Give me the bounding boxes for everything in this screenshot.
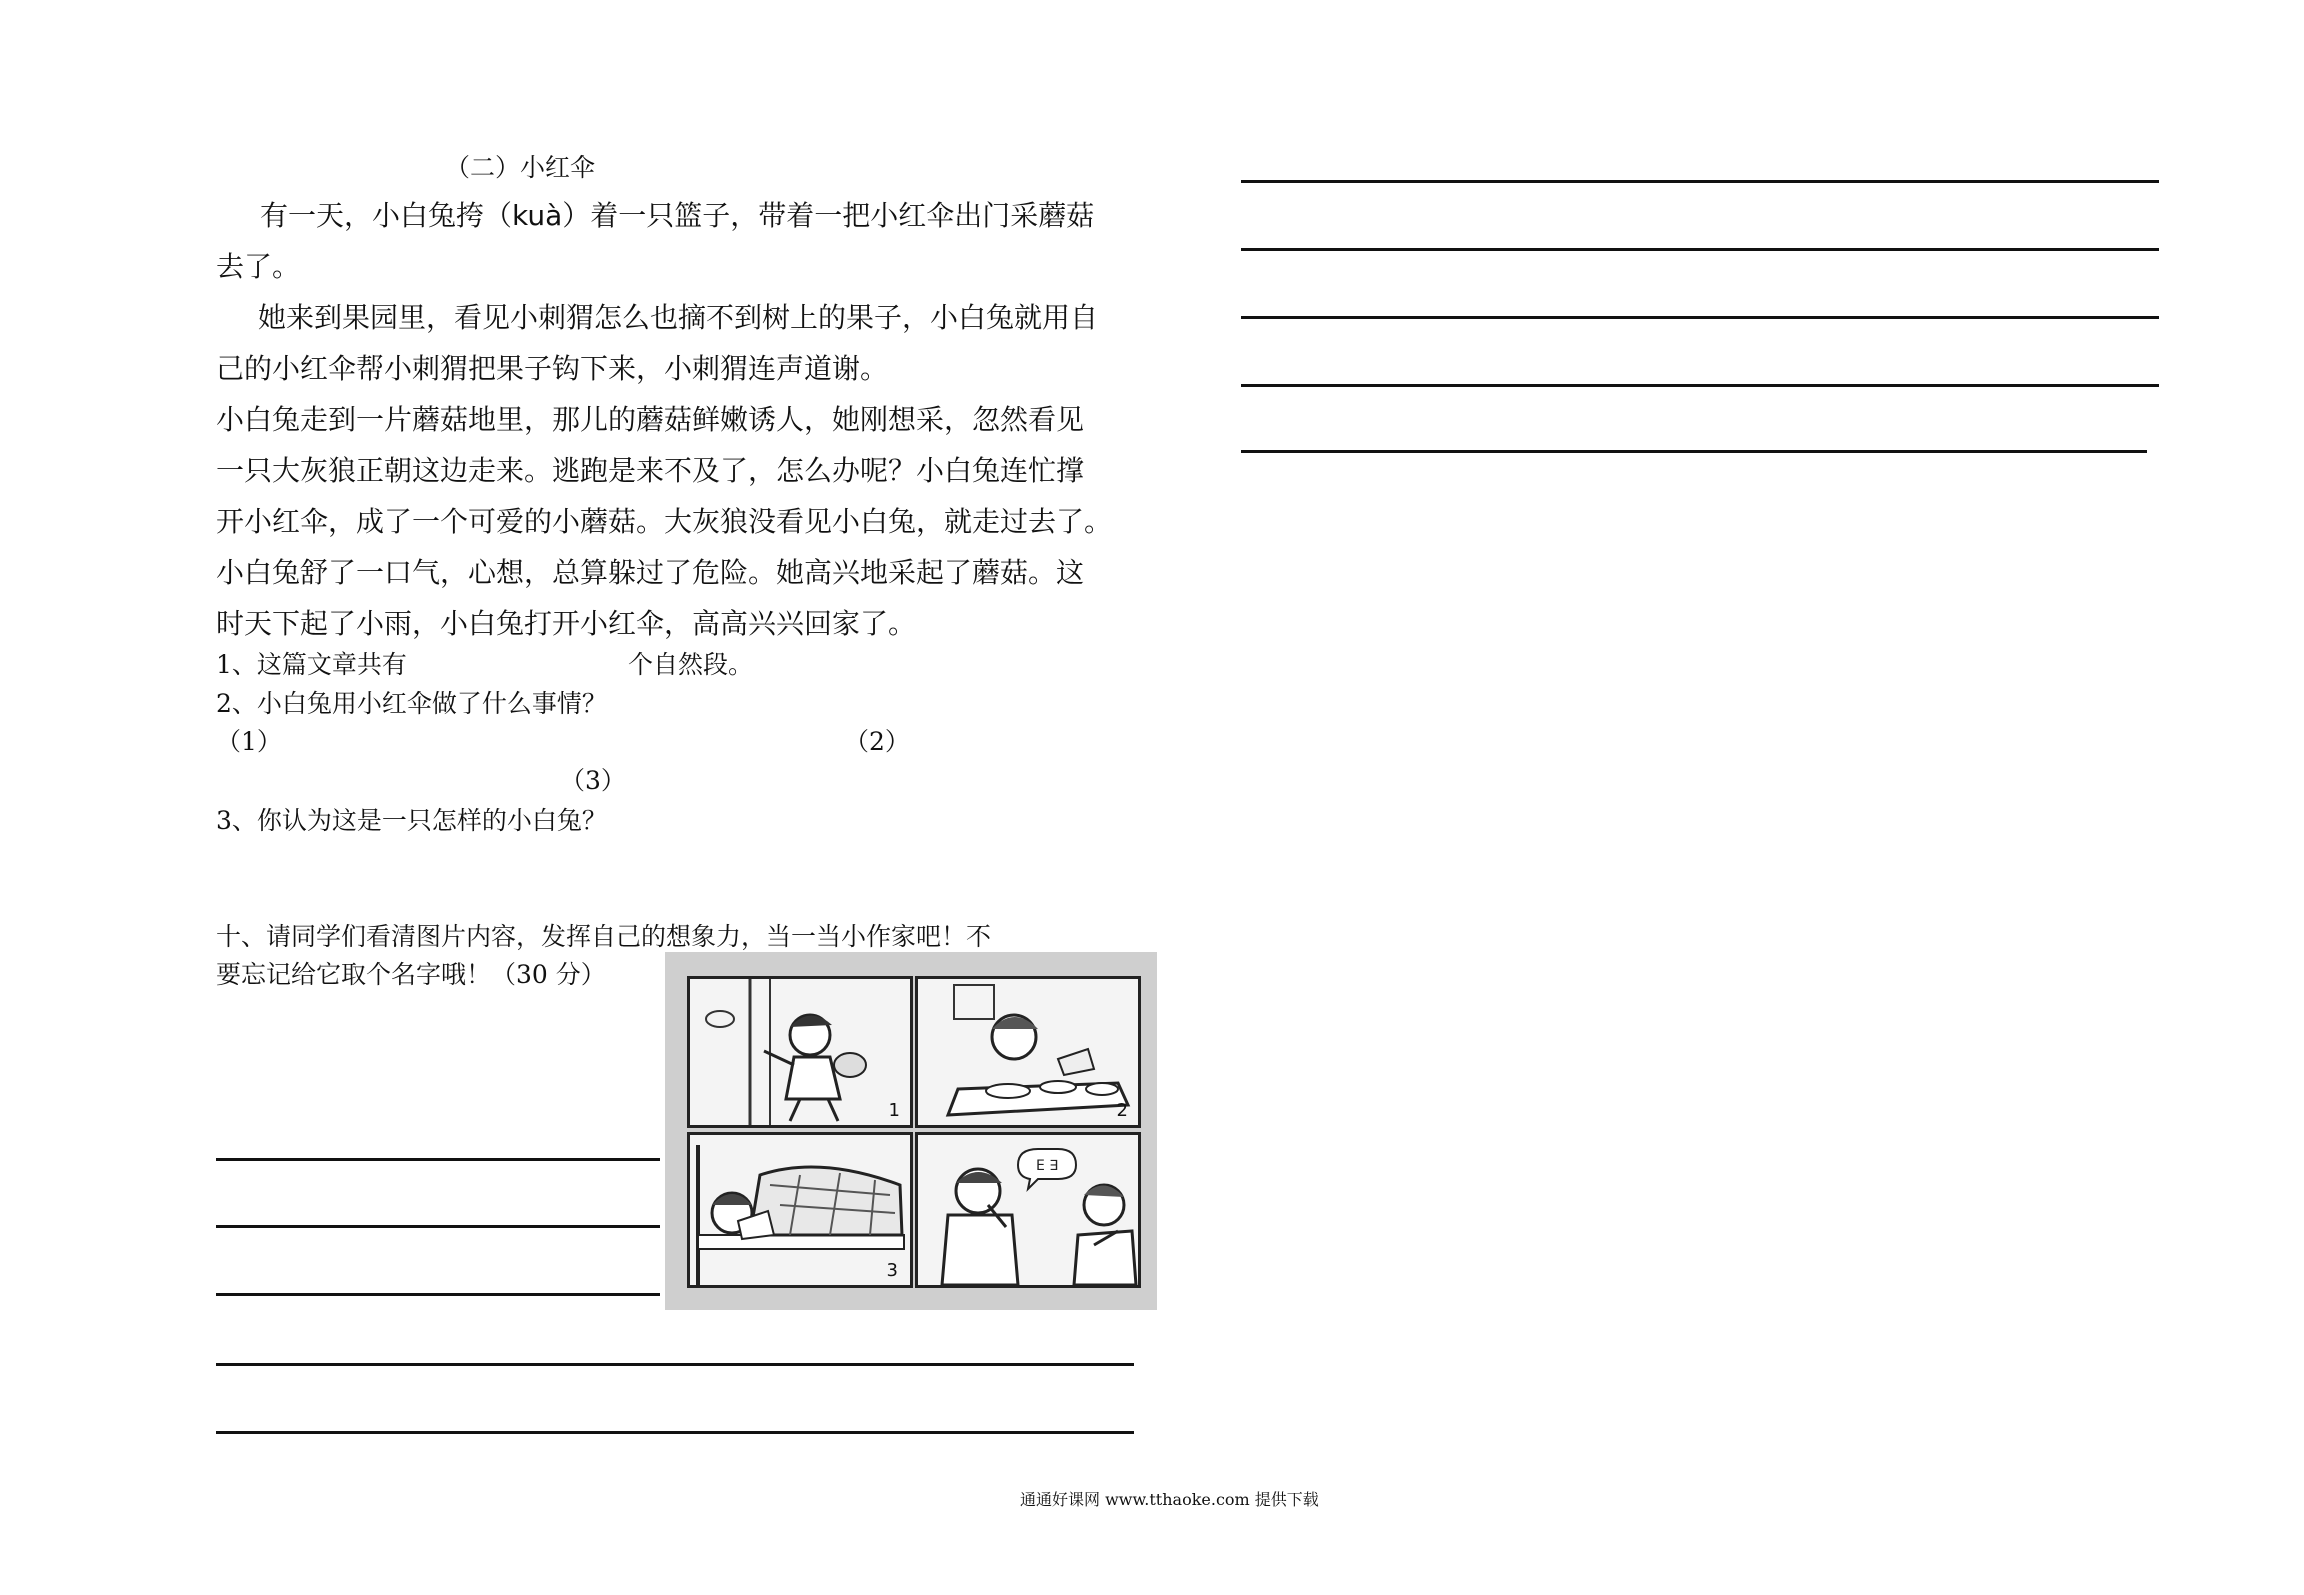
writing-line — [1241, 450, 2147, 453]
question-2-answer-1-label: （1） — [216, 727, 282, 756]
story-line: 小白兔舒了一口气，心想，总算躲过了危险。她高兴地采起了蘑菇。这 — [216, 556, 1085, 589]
writing-line — [1241, 384, 2159, 387]
comic-illustration — [665, 952, 1157, 1310]
story-title: （二）小红伞 — [445, 153, 596, 182]
panel-number-3: 3 — [886, 1260, 898, 1281]
writing-line — [216, 1225, 660, 1228]
writing-line — [216, 1293, 660, 1296]
question-2-answer-2-label: （2） — [844, 727, 910, 756]
writing-line — [216, 1431, 1134, 1434]
svg-text:E ∃: E ∃ — [1036, 1158, 1059, 1174]
story-paragraph-2 — [216, 292, 1134, 394]
panel-number-2: 2 — [1116, 1100, 1128, 1121]
writing-line — [1241, 180, 2159, 183]
writing-line — [1241, 248, 2159, 251]
question-1-suffix: 个自然段。 — [628, 650, 754, 679]
story-line: 去了。 — [216, 250, 301, 283]
comic-panel-1 — [687, 976, 913, 1128]
story-line: 一只大灰狼正朝这边走来。逃跑是来不及了，怎么办呢？小白兔连忙撑 — [216, 454, 1085, 487]
story-line: 己的小红伞帮小刺猬把果子钩下来，小刺猬连声道谢。 — [216, 352, 889, 385]
footer-source: 通通好课网 www.tthaoke.com 提供下载 — [1020, 1490, 1319, 1509]
story-paragraph-1 — [216, 190, 1134, 292]
story-paragraph-3 — [216, 394, 1134, 649]
comic-panel-2 — [915, 976, 1141, 1128]
story-line: 开小红伞，成了一个可爱的小蘑菇。大灰狼没看见小白兔，就走过去了。 — [216, 505, 1113, 538]
story-line: 她来到果园里，看见小刺猬怎么也摘不到树上的果子，小白兔就用自 — [258, 301, 1099, 334]
question-1-prefix: 1、这篇文章共有 — [216, 650, 407, 679]
writing-prompt-line-2: 要忘记给它取个名字哦！（30 分） — [216, 960, 606, 989]
story-line: 小白兔走到一片蘑菇地里，那儿的蘑菇鲜嫩诱人，她刚想采，忽然看见 — [216, 403, 1085, 436]
story-line: 时天下起了小雨，小白兔打开小红伞，高高兴兴回家了。 — [216, 607, 917, 640]
comic-panel-4 — [915, 1132, 1141, 1288]
question-2-answer-3-label: （3） — [560, 766, 626, 795]
panel-number-1: 1 — [888, 1100, 900, 1121]
writing-prompt-line-1: 十、请同学们看清图片内容，发挥自己的想象力，当一当小作家吧！不 — [216, 922, 992, 951]
writing-line — [1241, 316, 2159, 319]
writing-line — [216, 1363, 1134, 1366]
question-2: 2、小白兔用小红伞做了什么事情？ — [216, 689, 607, 718]
question-3: 3、你认为这是一只怎样的小白兔？ — [216, 806, 607, 835]
writing-line — [216, 1158, 660, 1161]
comic-panel-3 — [687, 1132, 913, 1288]
story-line: 有一天，小白兔挎（kuà）着一只篮子，带着一把小红伞出门采蘑菇 — [260, 199, 1095, 232]
